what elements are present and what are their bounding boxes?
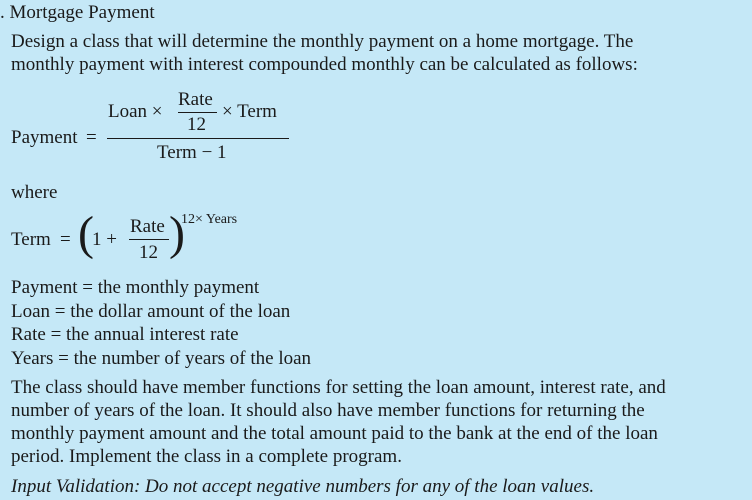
denominator: Term − 1 — [157, 142, 227, 163]
body-line-2: number of years of the loan. It should also have member functions for returning the — [11, 400, 645, 421]
numerator-twelve: 12 — [187, 114, 206, 135]
definition-years: Years = the number of years of the loan — [11, 348, 312, 369]
numerator-loan: Loan × — [108, 101, 163, 122]
definition-loan: Loan = the dollar amount of the loan — [11, 301, 291, 322]
open-paren: ( — [78, 207, 94, 260]
payment-equals: = — [86, 127, 97, 148]
input-validation: Input Validation: Do not accept negative numbers for any of the loan values. — [11, 476, 595, 497]
where-label: where — [11, 182, 58, 203]
numerator-rate: Rate — [178, 89, 213, 110]
term-equals: = — [60, 229, 71, 250]
main-fraction-bar — [107, 138, 289, 139]
term-fraction-bar — [129, 239, 169, 240]
payment-lhs: Payment — [11, 127, 78, 148]
rate-fraction-bar — [178, 112, 217, 113]
close-paren: ) — [169, 207, 185, 260]
term-exponent: 12× Years — [181, 212, 238, 227]
exercise-title: . Mortgage Payment — [0, 2, 155, 23]
intro-line-2: monthly payment with interest compounded monthly can be calculated as follows: — [11, 54, 638, 75]
one-plus: 1 + — [92, 229, 117, 250]
body-line-4: period. Implement the class in a complete program. — [11, 446, 402, 467]
definition-payment: Payment = the monthly payment — [11, 277, 260, 298]
numerator-times-term: × Term — [222, 101, 277, 122]
definition-rate: Rate = the annual interest rate — [11, 324, 239, 345]
body-line-1: The class should have member functions for setting the loan amount, interest rate, and — [11, 377, 666, 398]
term-lhs: Term — [11, 229, 51, 250]
intro-line-1: Design a class that will determine the monthly payment on a home mortgage. The — [11, 31, 634, 52]
term-rate: Rate — [130, 216, 165, 237]
body-line-3: monthly payment amount and the total amount paid to the bank at the end of the loan — [11, 423, 658, 444]
term-twelve: 12 — [139, 242, 158, 263]
